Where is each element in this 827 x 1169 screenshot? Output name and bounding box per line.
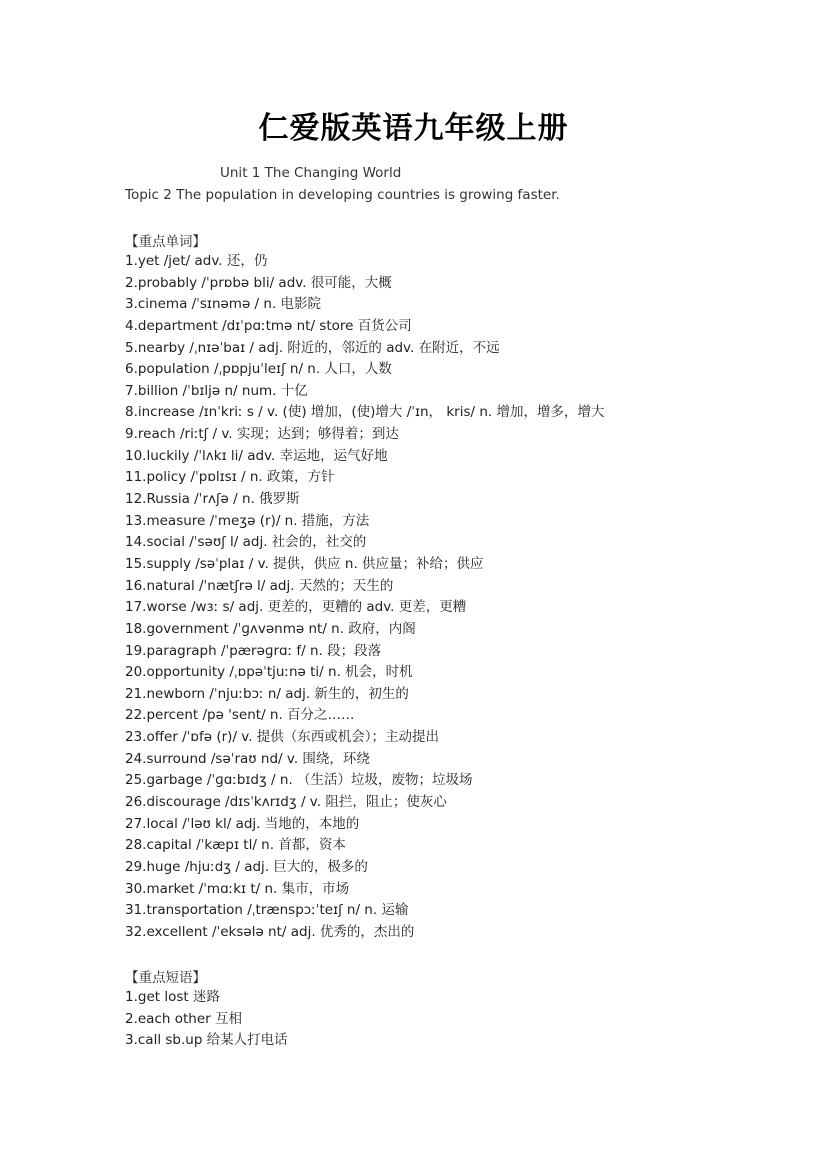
vocab-item: 8.increase /ɪnˈkriː s / v. (使) 增加，(使)增大 /ˈɪn， kris/ n. 增加，增多，增大	[125, 404, 605, 421]
phrase-list	[125, 987, 288, 1052]
vocab-item: 29.huge /hjuːdʒ / adj. 巨大的，极多的	[125, 858, 368, 875]
vocab-item: 11.policy /ˈpɒlɪsɪ / n. 政策，方针	[125, 469, 335, 486]
vocab-item: 9.reach /riːtʃ / v. 实现；达到；够得着；到达	[125, 426, 399, 443]
vocab-item: 10.luckily /ˈlʌkɪ li/ adv. 幸运地，运气好地	[125, 447, 388, 464]
page-title: 仁爱版英语九年级上册	[258, 111, 569, 146]
vocab-item: 32.excellent /ˈeksələ nt/ adj. 优秀的，杰出的	[125, 923, 415, 940]
vocab-item: 7.billion /ˈbɪljə n/ num. 十亿	[125, 382, 308, 399]
vocab-item: 2.probably /ˈprɒbə bli/ adv. 很可能，大概	[125, 274, 392, 291]
vocab-list	[125, 251, 604, 944]
vocab-item: 14.social /ˈsəʊʃ l/ adj. 社会的，社交的	[125, 534, 367, 551]
vocab-item: 31.transportation /ˌtrænspɔːˈteɪʃ n/ n. 运输	[125, 902, 409, 919]
vocab-item: 19.paragraph /ˈpærəɡrɑː f/ n. 段；段落	[125, 642, 382, 659]
vocab-item: 17.worse /wɜː s/ adj. 更差的，更糟的 adv. 更差，更糟	[125, 599, 467, 616]
topic-heading: Topic 2 The population in developing countries is growing faster.	[125, 187, 560, 203]
vocab-item: 3.cinema /ˈsɪnəmə / n. 电影院	[125, 296, 322, 313]
phrase-section-heading: 【重点短语】	[125, 970, 206, 986]
vocab-section-heading: 【重点单词】	[125, 234, 206, 250]
vocab-item: 5.nearby /ˌnɪəˈbaɪ / adj. 附近的，邻近的 adv. 在附近，不远	[125, 339, 500, 356]
vocab-item: 27.local /ˈləʊ kl/ adj. 当地的，本地的	[125, 815, 360, 832]
phrase-item: 3.call sb.up 给某人打电话	[125, 1032, 288, 1049]
phrase-item: 1.get lost 迷路	[125, 989, 220, 1005]
vocab-item: 6.population /ˌpɒpjuˈleɪʃ n/ n. 人口，人数	[125, 361, 392, 378]
vocab-item: 24.surround /səˈraʊ nd/ v. 围绕，环绕	[125, 750, 370, 767]
vocab-item: 20.opportunity /ˌɒpəˈtjuːnə ti/ n. 机会，时机	[125, 664, 413, 681]
vocab-item: 18.government /ˈɡʌvənmə nt/ n. 政府，内阁	[125, 620, 416, 637]
vocab-item: 1.yet /jet/ adv. 还，仍	[125, 253, 268, 269]
vocab-item: 12.Russia /ˈrʌʃə / n. 俄罗斯	[125, 491, 300, 508]
vocab-item: 30.market /ˈmɑːkɪ t/ n. 集市，市场	[125, 880, 350, 897]
vocab-item: 4.department /dɪˈpɑːtmə nt/ store 百货公司	[125, 317, 412, 334]
vocab-item: 16.natural /ˈnætʃrə l/ adj. 天然的；天生的	[125, 577, 394, 594]
vocab-item: 25.garbage /ˈɡɑːbɪdʒ / n. （生活）垃圾，废物；垃圾场	[125, 772, 473, 789]
vocab-item: 28.capital /ˈkæpɪ tl/ n. 首都，资本	[125, 837, 346, 854]
vocab-item: 21.newborn /ˈnjuːbɔː n/ adj. 新生的，初生的	[125, 685, 409, 702]
vocab-item: 23.offer /ˈɒfə (r)/ v. 提供（东西或机会）；主动提出	[125, 729, 440, 746]
phrase-item: 2.each other 互相	[125, 1010, 242, 1027]
vocab-item: 13.measure /ˈmeʒə (r)/ n. 措施，方法	[125, 512, 370, 529]
vocab-item: 22.percent /pə 'sent/ n. 百分之……	[125, 707, 355, 724]
unit-heading: Unit 1 The Changing World	[220, 165, 402, 181]
vocab-item: 15.supply /səˈplaɪ / v. 提供，供应 n. 供应量；补给；供应	[125, 555, 484, 572]
vocab-item: 26.discourage /dɪsˈkʌrɪdʒ / v. 阻拦，阻止；使灰心	[125, 794, 447, 811]
